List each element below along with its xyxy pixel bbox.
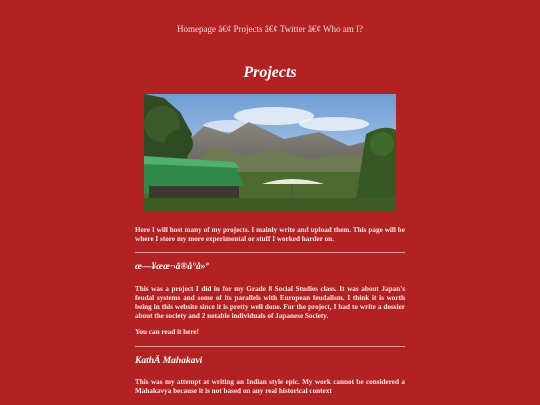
nav-link-twitter[interactable]: Twitter: [279, 24, 306, 34]
nav-link-who-am-i[interactable]: Who am I?: [323, 24, 364, 34]
project-description: This was a project I did in for my Grade 8 Social Studies class. It was about Japan's feudal systems and some of its parallels with European feudalism. I think it is worth being in this website since it is pretty well done. For the project, I had to write a dossier about the society and 2 notable individuals of Japanese Society.: [135, 284, 405, 321]
nav-link-homepage[interactable]: Homepage: [176, 24, 216, 34]
intro-text: Here I will host many of my projects. I mainly write and upload them. This page will be where I store my more experimental or stuff I worked harder on.: [135, 226, 405, 244]
main-content: [135, 226, 405, 396]
nav-separator: â€¢: [262, 24, 280, 34]
read-link[interactable]: You can read it here!: [135, 328, 200, 337]
project-description: This was my attempt at writing an Indian style epic. My work cannot be considered a Mahakavya because it is not based on any real historical context: [135, 377, 405, 396]
divider: [135, 346, 405, 347]
hero-image: [144, 94, 396, 212]
project-title: KathÄ Mahakavi: [135, 355, 203, 366]
nav-link-projects[interactable]: Projects: [233, 24, 263, 34]
page-title: Projects: [243, 64, 297, 81]
nav-separator: â€¢: [215, 24, 234, 34]
divider: [135, 252, 405, 253]
top-nav: [0, 0, 540, 34]
nav-separator: â€¢: [305, 24, 324, 34]
project-title: æ—¥æœ¬ã®å°å»º: [135, 262, 209, 273]
mountain-landscape-photo: [144, 94, 396, 212]
